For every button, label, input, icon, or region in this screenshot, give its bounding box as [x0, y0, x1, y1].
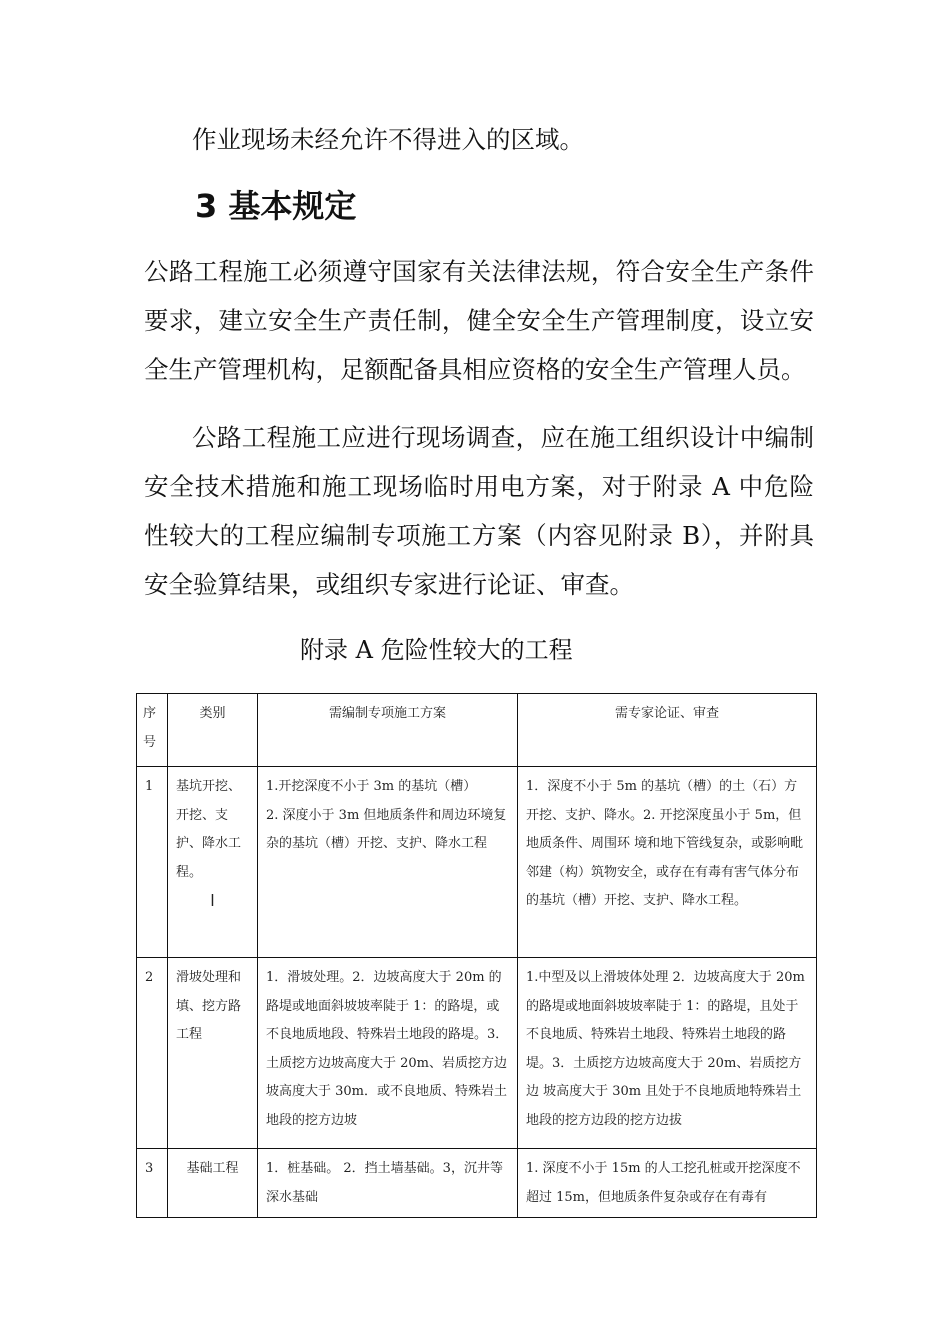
row-review: 1.中型及以上滑坡体处理 2．边坡高度大于 20m 的路堤或地面斜坡坡率陡于 1：的路堤，且处于不良地质、特殊岩土地段、特殊岩土地段的路堤。3．土质挖方边坡高度大于 20m、岩质挖方边 坡高度大于 30m 且处于不良地质地特殊岩土地段的挖方边段的挖方边拔 — [518, 958, 817, 1149]
table-row — [137, 767, 817, 958]
header-no: 序号 — [137, 694, 168, 767]
row-no: 2 — [137, 958, 168, 1149]
row-no: 3 — [137, 1149, 168, 1218]
intro-line: 作业现场未经允许不得进入的区域。 — [192, 125, 584, 154]
paragraph-2: 公路工程施工应进行现场调查，应在施工组织设计中编制安全技术措施和施工现场临时用电方案，对于附录 A 中危险性较大的工程应编制专项施工方案（内容见附录 B），并附具安全验算结果，或组织专家进行论证、审查。 — [144, 423, 814, 599]
header-review: 需专家论证、审查 — [518, 694, 817, 767]
row-category: 基础工程 — [168, 1149, 258, 1218]
row-plan: 1．滑坡处理。2．边坡高度大于 20m 的路堤或地面斜坡坡率陡于 1：的路堤，或不良地质地段、特殊岩土地段的路堤。3．土质挖方边坡高度大于 20m、岩质挖方边坡高度大于 30m．或不良地质、特殊岩土地段的挖方边坡 — [258, 958, 518, 1149]
table-row — [137, 958, 817, 1149]
row-review: 1．深度不小于 5m 的基坑（槽）的土（石）方开挖、支护、降水。2. 开挖深度虽小于 5m，但地质条件、周围环 境和地下管线复杂，或影响毗邻建（构）筑物安全，或存在有毒有害气体分布的基坑（槽）开挖、支护、降水工程。 — [518, 767, 817, 958]
section-heading: 3 基本规定 — [195, 187, 357, 225]
header-category: 类别 — [168, 694, 258, 767]
text-cursor-mark: l — [210, 891, 215, 911]
appendix-caption-text: 附录 A 危险性较大的工程 — [300, 636, 573, 664]
row-plan: 1.开挖深度不小于 3m 的基坑（槽） 2. 深度小于 3m 但地质条件和周边环境复杂的基坑（槽）开挖、支护、降水工程 — [258, 767, 518, 958]
row-review: 1. 深度不小于 15m 的人工挖孔桩或开挖深度不超过 15m，但地质条件复杂或存在有毒有 — [518, 1149, 817, 1218]
paragraph-1: 公路工程施工必须遵守国家有关法律法规，符合安全生产条件要求，建立安全生产责任制，健全安全生产管理制度，设立安全生产管理机构，足额配备具相应资格的安全生产管理人员。 — [144, 257, 814, 384]
table-header-row — [137, 694, 817, 767]
row-category-text: 基坑开挖、开挖、支护、降水工程。 — [176, 779, 242, 880]
row-category — [168, 767, 258, 958]
table-row — [137, 1149, 817, 1218]
row-plan: 1．桩基础。 2．挡土墙基础。3，沉井等深水基础 — [258, 1149, 518, 1218]
row-no: 1 — [137, 767, 168, 958]
header-plan: 需编制专项施工方案 — [258, 694, 518, 767]
appendix-table — [136, 693, 817, 1218]
row-category: 滑坡处理和填、挖方路工程 — [168, 958, 258, 1149]
